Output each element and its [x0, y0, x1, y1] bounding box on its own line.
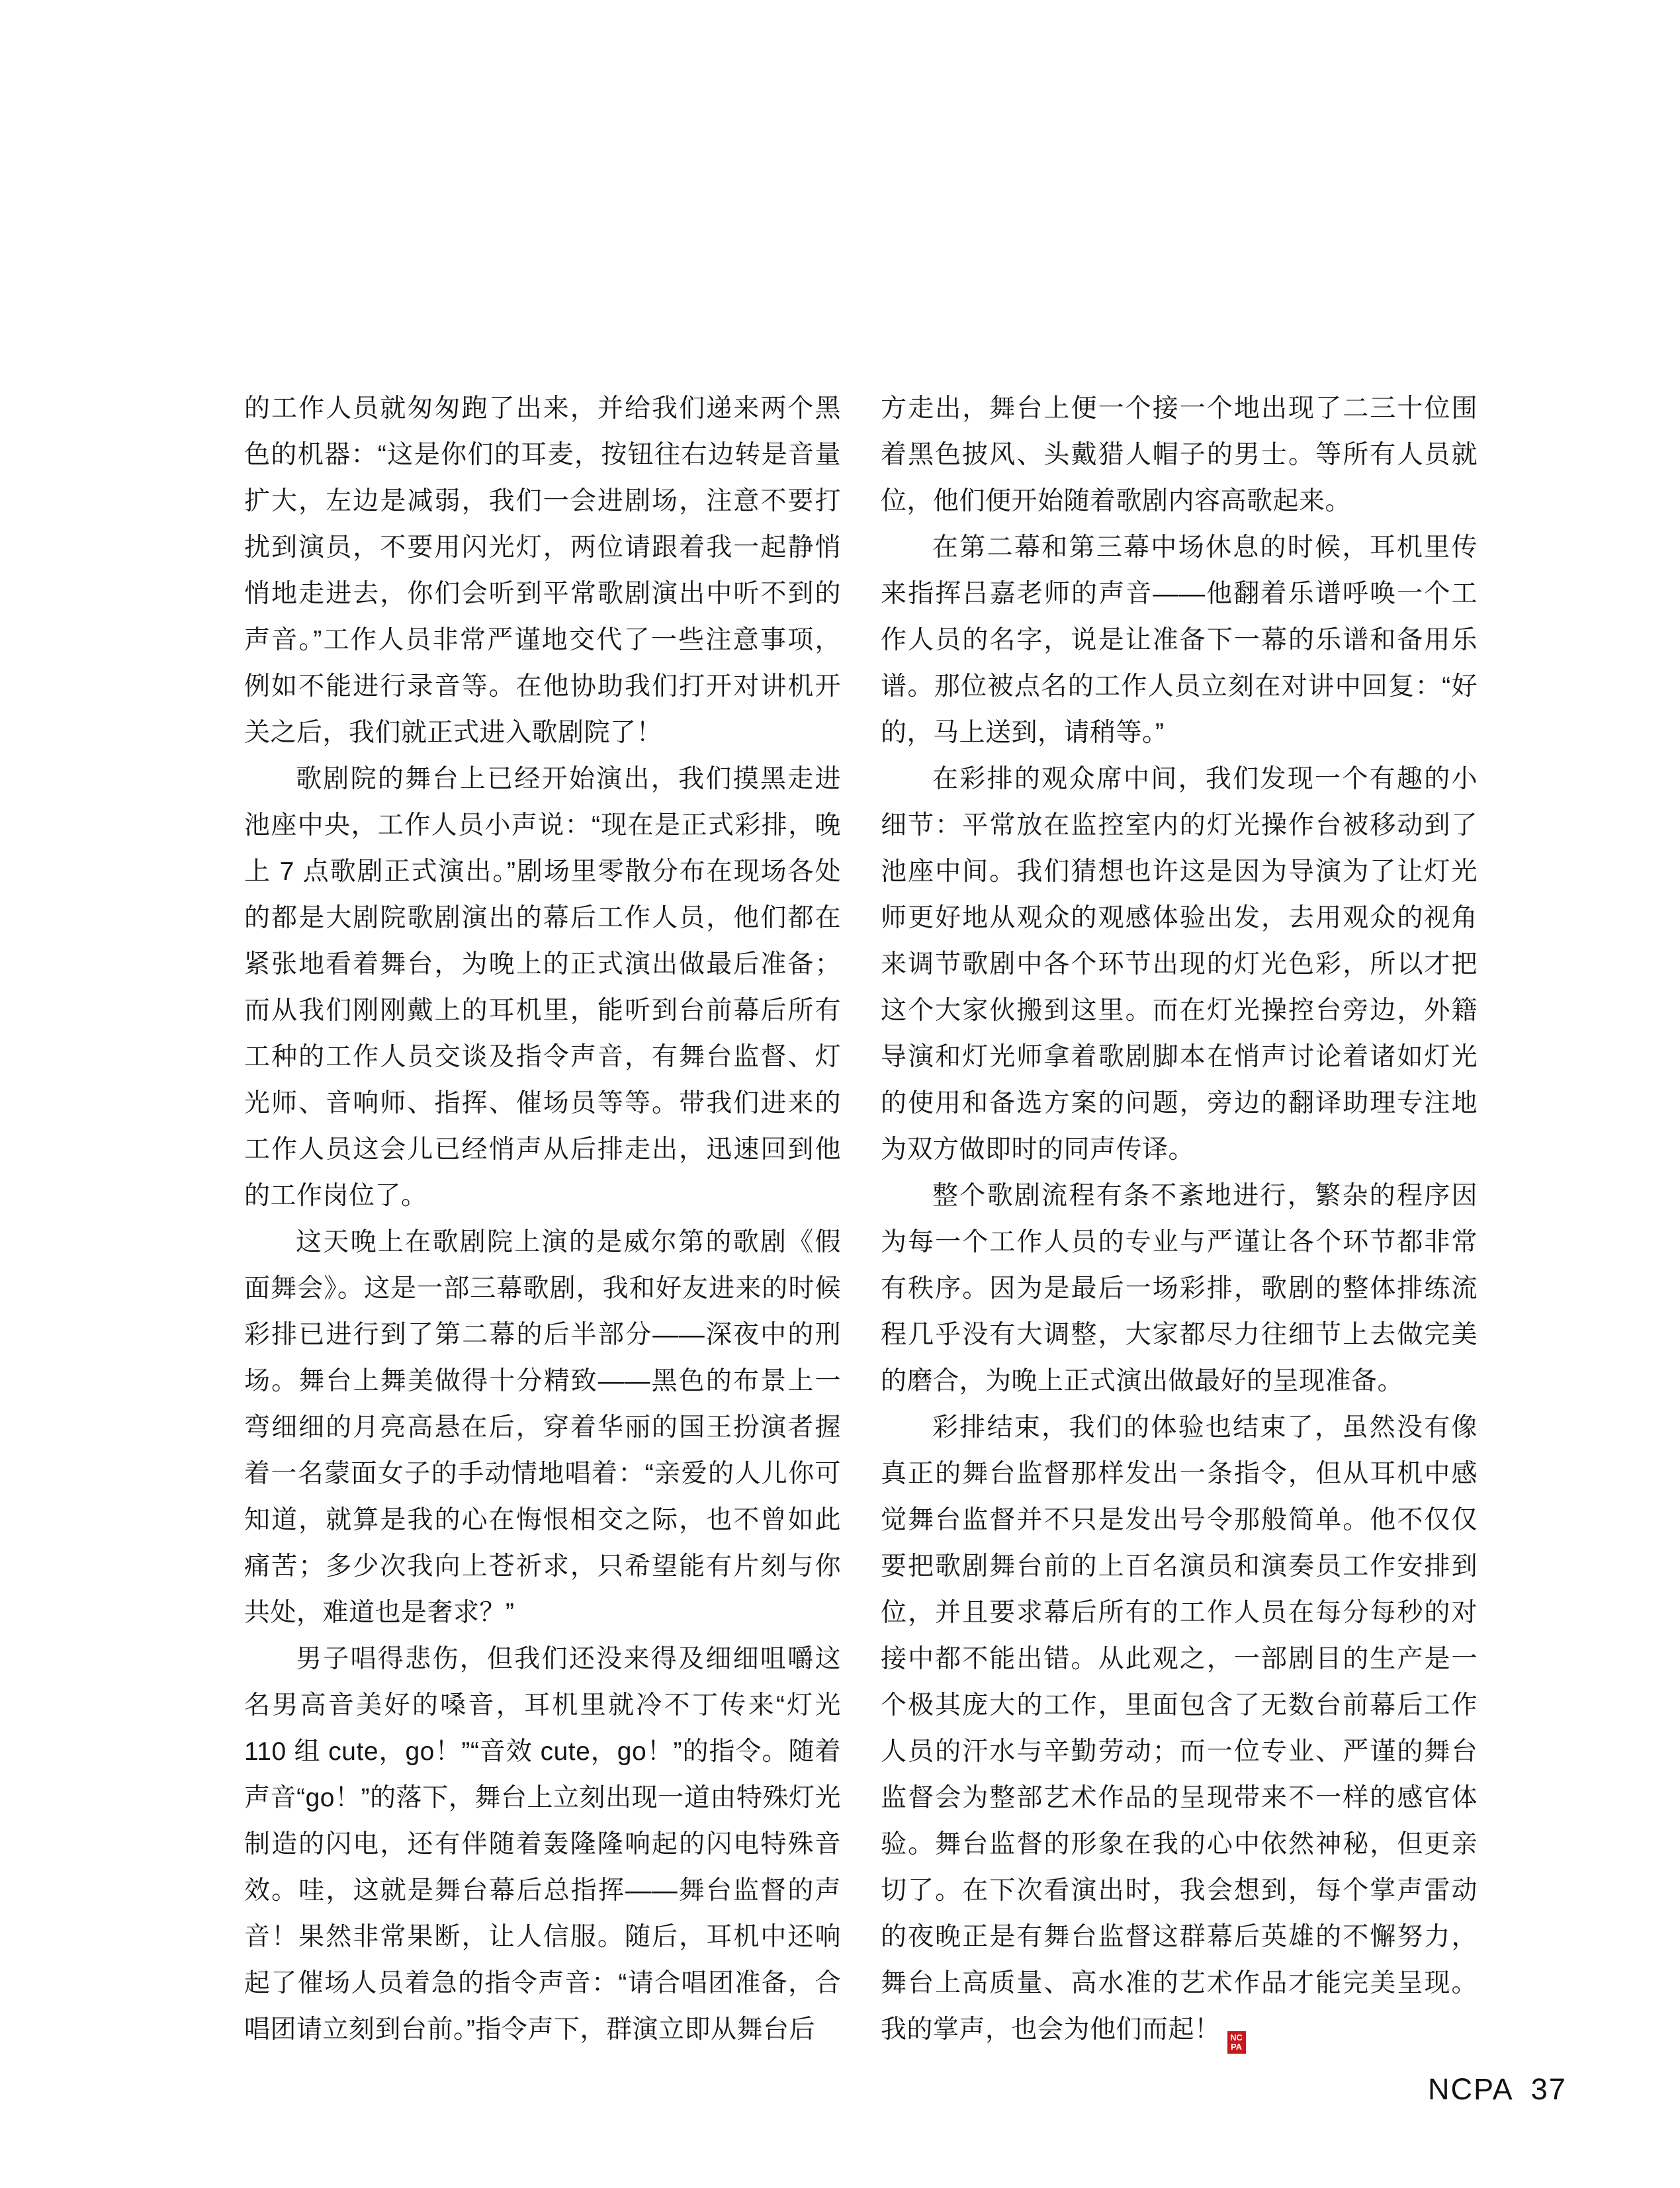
paragraph: 歌剧院的舞台上已经开始演出，我们摸黑走进池座中央，工作人员小声说：“现在是正式彩排，晚上 7 点歌剧正式演出。”剧场里零散分布在现场各处的都是大剧院歌剧演出的幕后工作人员，他们都在紧张地看着舞台，为晚上的正式演出做最后准备；而从我们刚刚戴上的耳机里，能听到台前幕后所有工种的工作人员交谈及指令声音，有舞台监督、灯光师、音响师、指挥、催场员等等。带我们进来的工作人员这会儿已经悄声从后排走出，迅速回到他的工作岗位了。: [244, 765, 841, 1210]
paragraph: 在彩排的观众席中间，我们发现一个有趣的小细节：平常放在监控室内的灯光操作台被移动到了池座中间。我们猜想也许这是因为导演为了让灯光师更好地从观众的观感体验出发，去用观众的视角来调节歌剧中各个环节出现的灯光色彩，所以才把这个大家伙搬到这里。而在灯光操控台旁边，外籍导演和灯光师拿着歌剧脚本在悄声讨论着诸如灯光的使用和备选方案的问题，旁边的翻译助理专注地为双方做即时的同声传译。: [881, 765, 1478, 1164]
footer-brand: NCPA: [1428, 2072, 1514, 2106]
paragraph: 这天晚上在歌剧院上演的是威尔第的歌剧《假面舞会》。这是一部三幕歌剧，我和好友进来的时候彩排已进行到了第二幕的后半部分——深夜中的刑场。舞台上舞美做得十分精致——黑色的布景上一弯细细的月亮高悬在后，穿着华丽的国王扮演者握着一名蒙面女子的手动情地唱着：“亲爱的人儿你可知道，就算是我的心在悔恨相交之际，也不曾如此痛苦；多少次我向上苍祈求，只希望能有片刻与你共处，难道也是奢求？”: [244, 1228, 841, 1627]
paragraph: 的工作人员就匆匆跑了出来，并给我们递来两个黑色的机器：“这是你们的耳麦，按钮往右边转是音量扩大，左边是减弱，我们一会进剧场，注意不要打扰到演员，不要用闪光灯，两位请跟着我一起静悄悄地走进去，你们会听到平常歌剧演出中听不到的声音。”工作人员非常严谨地交代了一些注意事项，例如不能进行录音等。在他协助我们打开对讲机开关之后，我们就正式进入歌剧院了！: [244, 394, 841, 747]
paragraph: 男子唱得悲伤，但我们还没来得及细细咀嚼这名男高音美好的嗓音，耳机里就冷不丁传来“灯光 110 组 cute，go！”“音效 cute，go！”的指令。随着声音“go！”的落下，舞台上立刻出现一道由特殊灯光制造的闪电，还有伴随着轰隆隆响起的闪电特殊音效。哇，这就是舞台幕后总指挥——舞台监督的声音！果然非常果断，让人信服。随后，耳机中还响起了催场人员着急的指令声音：“请合唱团准备，合唱团请立刻到台前。”指令声下，群演立即从舞台后: [244, 1645, 841, 2044]
article-column-right: [881, 386, 1478, 2054]
article-column-left: [244, 386, 841, 2053]
footer-page-number: 37: [1530, 2072, 1567, 2106]
paragraph: 在第二幕和第三幕中场休息的时候，耳机里传来指挥吕嘉老师的声音——他翻着乐谱呼唤一个工作人员的名字，说是让准备下一幕的乐谱和备用乐谱。那位被点名的工作人员立刻在对讲中回复：“好的，马上送到，请稍等。”: [881, 533, 1478, 747]
paragraph: 方走出，舞台上便一个接一个地出现了二三十位围着黑色披风、头戴猎人帽子的男士。等所有人员就位，他们便开始随着歌剧内容高歌起来。: [881, 394, 1478, 515]
paragraph: 整个歌剧流程有条不紊地进行，繁杂的程序因为每一个工作人员的专业与严谨让各个环节都非常有秩序。因为是最后一场彩排，歌剧的整体排练流程几乎没有大调整，大家都尽力往细节上去做完美的磨合，为晚上正式演出做最好的呈现准备。: [881, 1182, 1478, 1395]
paragraph: 彩排结束，我们的体验也结束了，虽然没有像真正的舞台监督那样发出一条指令，但从耳机中感觉舞台监督并不只是发出号令那般简单。他不仅仅要把歌剧舞台前的上百名演员和演奏员工作安排到位，并且要求幕后所有的工作人员在每分每秒的对接中都不能出错。从此观之，一部剧目的生产是一个极其庞大的工作，里面包含了无数台前幕后工作人员的汗水与辛勤劳动；而一位专业、严谨的舞台监督会为整部艺术作品的呈现带来不一样的感官体验。舞台监督的形象在我的心中依然神秘，但更亲切了。在下次看演出时，我会想到，每个掌声雷动的夜晚正是有舞台监督这群幕后英雄的不懈努力，舞台上高质量、高水准的艺术作品才能完美呈现。我的掌声，也会为他们而起！ NC PA: [881, 1405, 1478, 2054]
ncpa-seal: NC PA: [1227, 2031, 1246, 2054]
page-footer: [1428, 2072, 1567, 2107]
